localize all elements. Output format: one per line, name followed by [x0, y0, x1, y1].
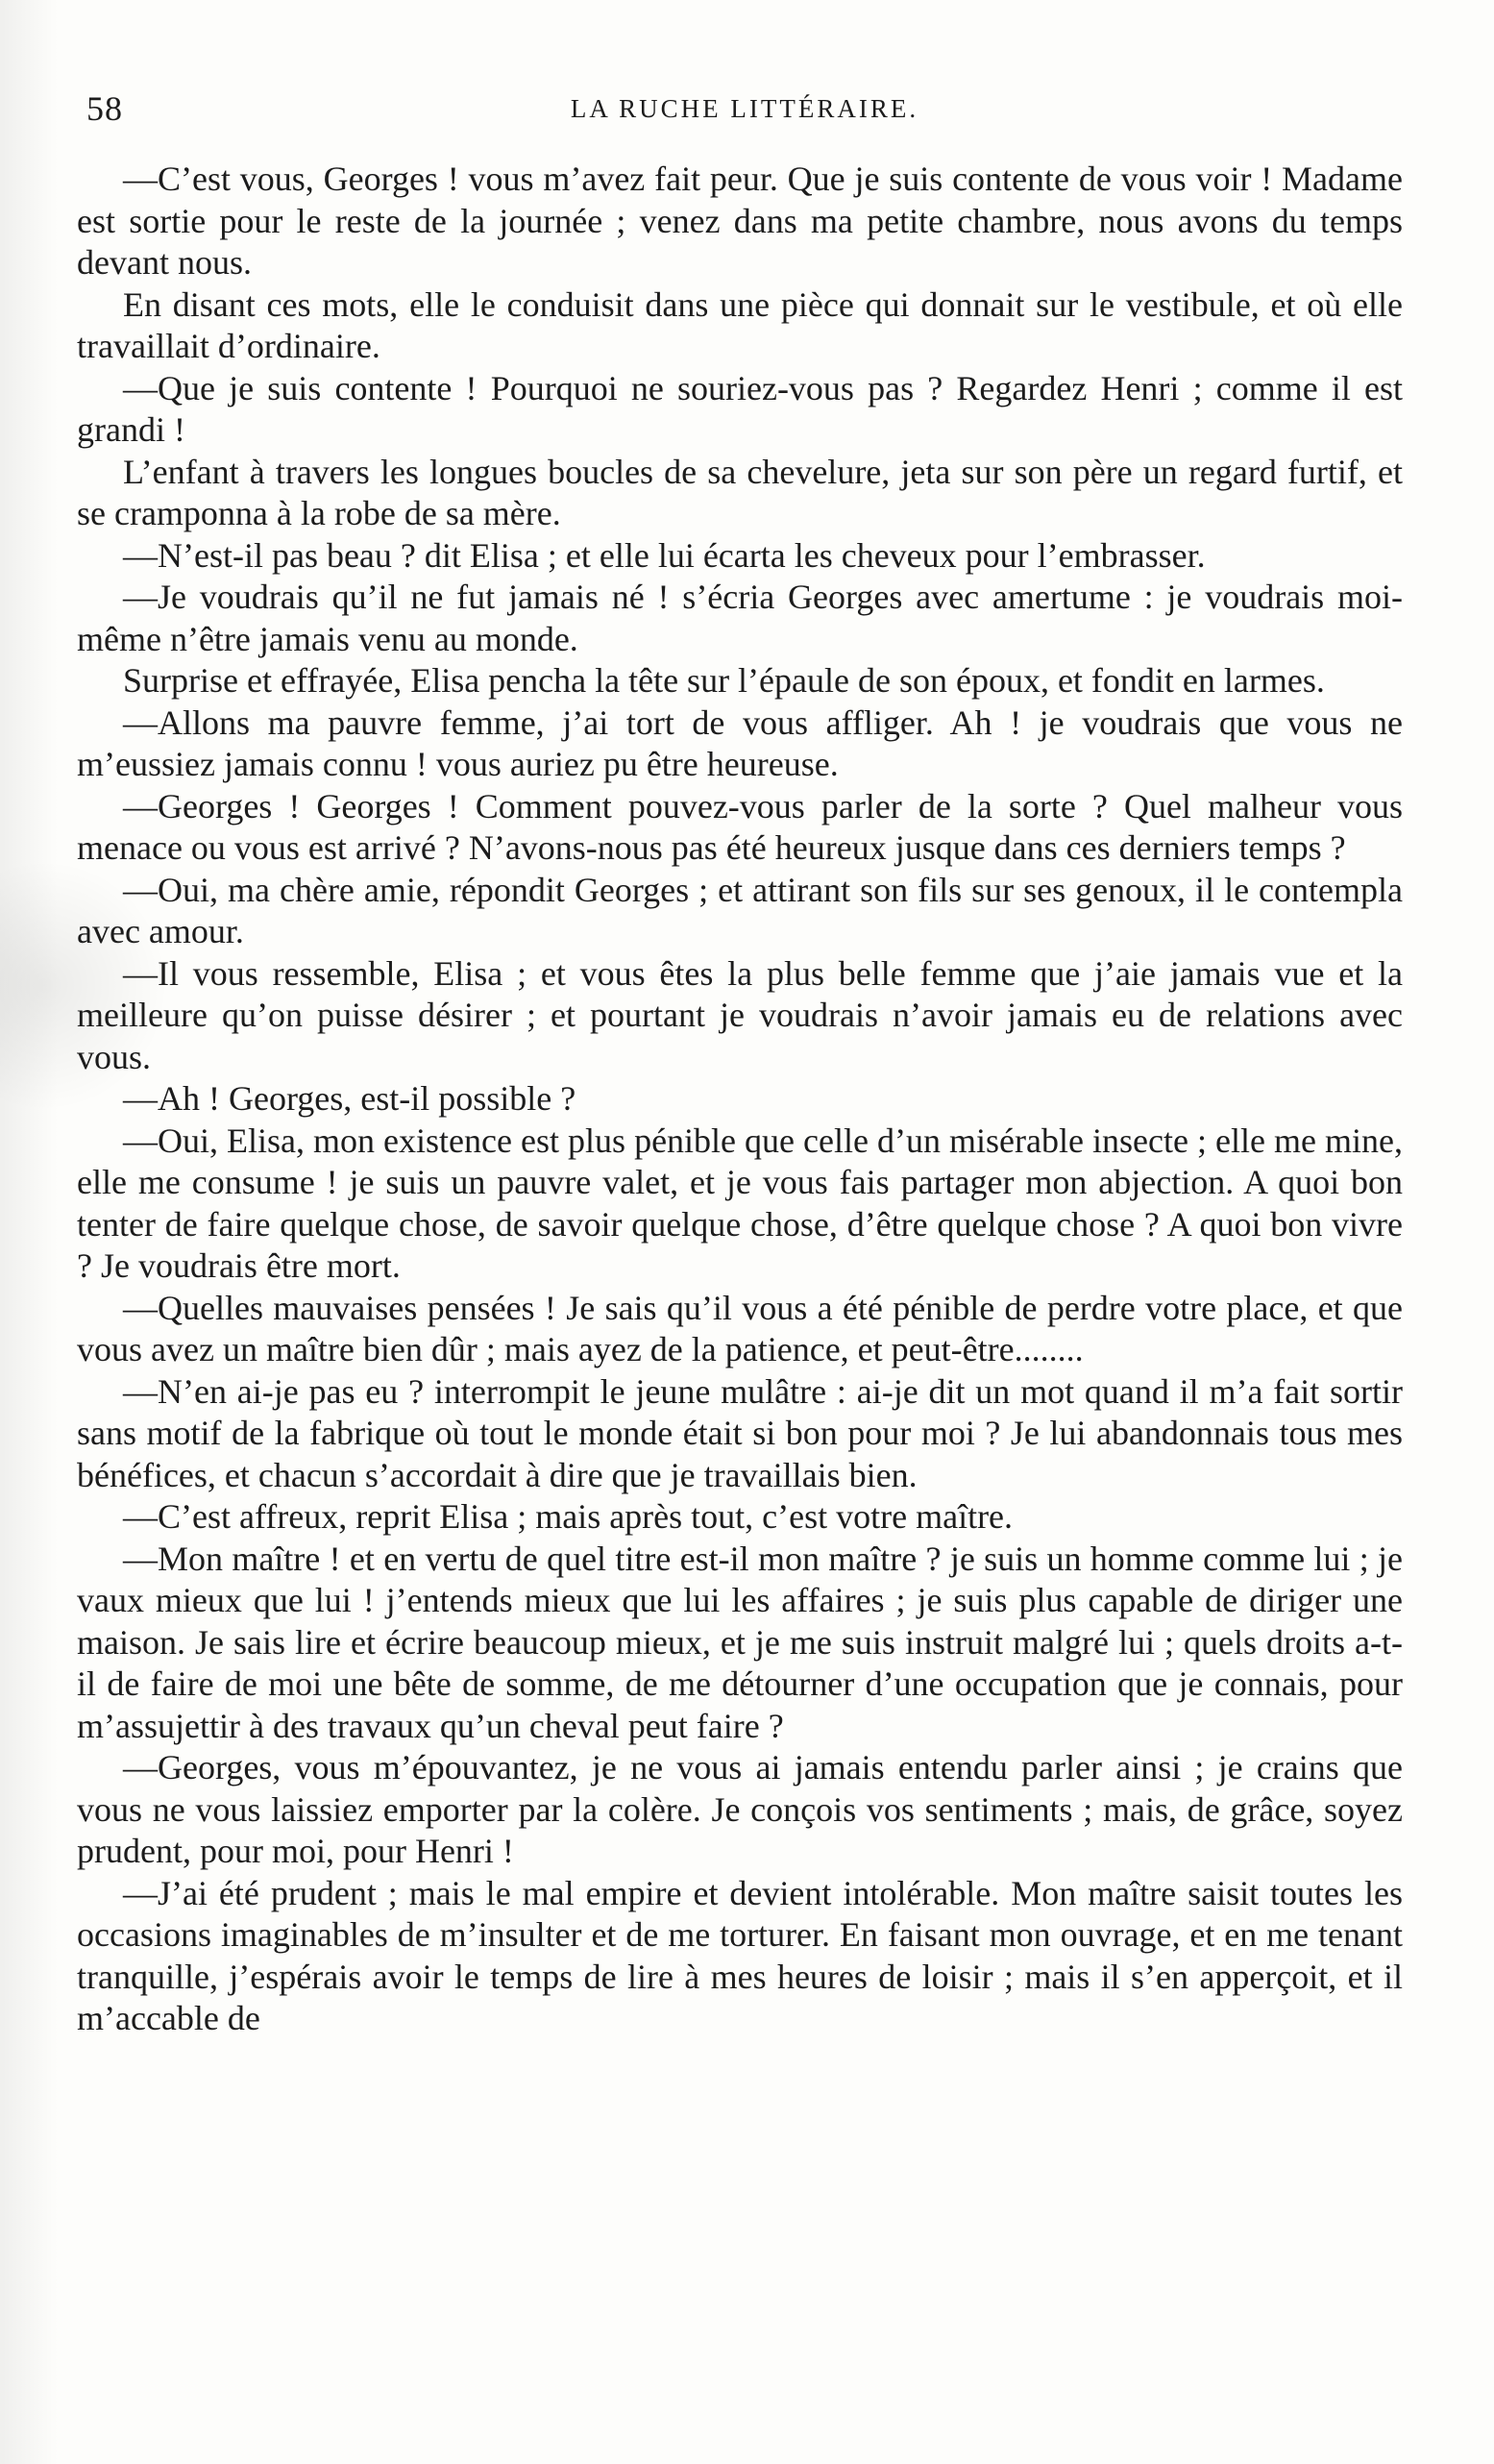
paragraph-16: —C’est affreux, reprit Elisa ; mais après tout, c’est votre maître.: [123, 1497, 1014, 1536]
paragraph-13: —Oui, Elisa, mon existence est plus pénible que celle d’un misérable insecte ; elle me mine, elle me consume ! je suis un pauvre valet, et je vous fais partager mon abjection. A quoi bon tenter de faire quelque chose, de savoir quelque chose, d’être quelque chose ? A quoi bon vivre ? Je voudrais être mort.: [77, 1121, 1403, 1285]
paragraph-3: —Que je suis contente ! Pourquoi ne souriez-vous pas ? Regardez Henri ; comme il est grandi !: [77, 368, 1403, 449]
paragraph-7: Surprise et effrayée, Elisa pencha la tête sur l’épaule de son époux, et fondit en larmes.: [123, 661, 1325, 700]
paragraph-12: —Ah ! Georges, est-il possible ?: [123, 1079, 576, 1118]
paragraph-5: —N’est-il pas beau ? dit Elisa ; et elle lui écarta les cheveux pour l’embrasser.: [123, 535, 1206, 575]
paragraph-4: L’enfant à travers les longues boucles de sa chevelure, jeta sur son père un regard furtif, et se cramponna à la robe de sa mère.: [77, 452, 1403, 532]
paragraph-10: —Oui, ma chère amie, répondit Georges ; et attirant son fils sur ses genoux, il le contempla avec amour.: [77, 870, 1403, 950]
paragraph-14: —Quelles mauvaises pensées ! Je sais qu’il vous a été pénible de perdre votre place, et que vous avez un maître bien dûr ; mais ayez de la patience, et peut-être........: [77, 1288, 1403, 1368]
paragraph-2: En disant ces mots, elle le conduisit dans une pièce qui donnait sur le vestibule, et où elle travaillait d’ordinaire.: [77, 284, 1403, 365]
paragraph-19: —J’ai été prudent ; mais le mal empire et devient intolérable. Mon maître saisit toutes les occasions imaginables de m’insulter et de me torturer. En faisant mon ouvrage, et en me tenant tranquille, j’espérais avoir le temps de lire à mes heures de loisir ; mais il s’en apperçoit, et il m’accable de: [77, 1873, 1403, 2037]
paragraph-1: —C’est vous, Georges ! vous m’avez fait peur. Que je suis contente de vous voir ! Madame est sortie pour le reste de la journée ; venez dans ma petite chambre, nous avons du temps devant nous.: [77, 160, 1403, 282]
paragraph-8: —Allons ma pauvre femme, j’ai tort de vous affliger. Ah ! je voudrais que vous ne m’eussiez jamais connu ! vous auriez pu être heureuse.: [77, 702, 1403, 783]
paragraph-15: —N’en ai-je pas eu ? interrompit le jeune mulâtre : ai-je dit un mot quand il m’a fait sortir sans motif de la fabrique où tout le monde était si bon pour moi ? Je lui abandonnais tous mes bénéfices, et chacun s’accordait à dire que je travaillais bien.: [77, 1371, 1403, 1494]
page-number: 58: [86, 89, 123, 128]
running-title: LA RUCHE LITTÉRAIRE.: [570, 94, 919, 123]
paragraph-11: —Il vous ressemble, Elisa ; et vous êtes la plus belle femme que j’aie jamais vue et la meilleure qu’on puisse désirer ; et pourtant je voudrais n’avoir jamais eu de relations avec vous.: [77, 953, 1403, 1076]
page-header: [86, 88, 1403, 127]
paragraph-18: —Georges, vous m’épouvantez, je ne vous ai jamais entendu parler ainsi ; je crains que vous ne vous laissiez emporter par la colère. Je conçois vos sentiments ; mais, de grâce, soyez prudent, pour moi, pour Henri !: [77, 1748, 1403, 1870]
body-text: [77, 159, 1403, 2040]
paragraph-9: —Georges ! Georges ! Comment pouvez-vous parler de la sorte ? Quel malheur vous menace ou vous est arrivé ? N’avons-nous pas été heureux jusque dans ces derniers temps ?: [77, 786, 1403, 867]
paragraph-17: —Mon maître ! et en vertu de quel titre est-il mon maître ? je suis un homme comme lui ; je vaux mieux que lui ! j’entends mieux que lui les affaires ; je suis plus capable de diriger une maison. Je sais lire et écrire beaucoup mieux, et je me suis instruit malgré lui ; quels droits a-t-il de faire de moi une bête de somme, de me détourner d’une occupation que je connais, pour m’assujettir à des travaux qu’un cheval peut faire ?: [77, 1539, 1403, 1745]
paragraph-6: —Je voudrais qu’il ne fut jamais né ! s’écria Georges avec amertume : je voudrais moi-même n’être jamais venu au monde.: [77, 578, 1403, 658]
